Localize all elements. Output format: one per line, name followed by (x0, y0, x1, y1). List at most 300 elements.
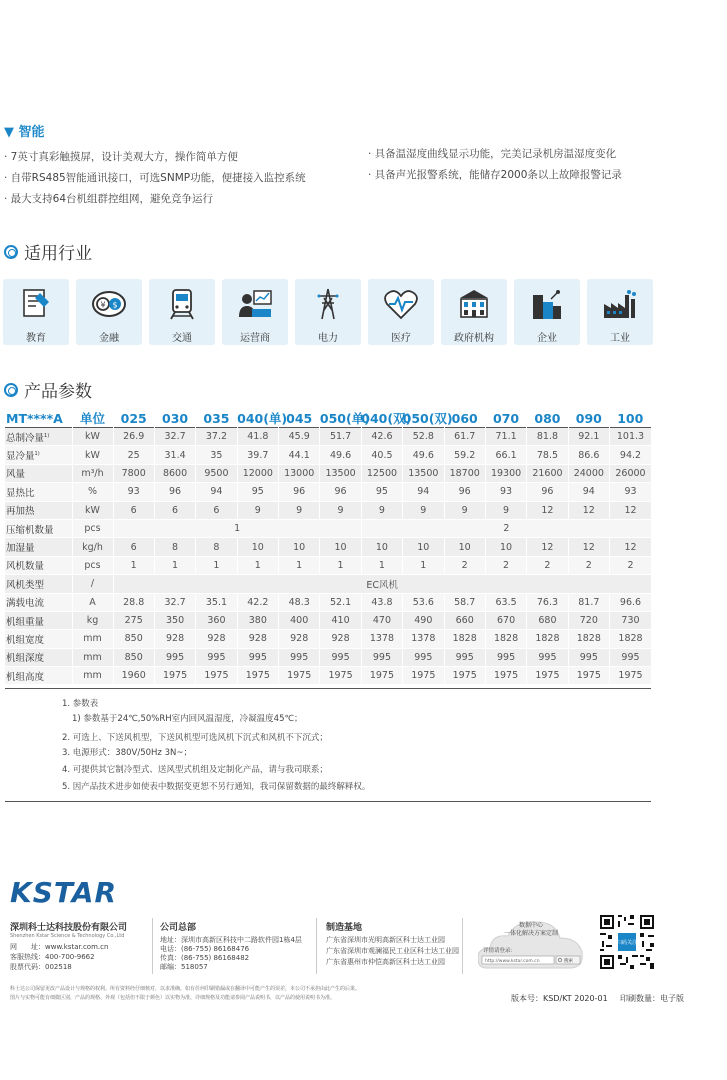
table-cell: 31.4 (154, 446, 195, 464)
table-cell: 94 (196, 483, 237, 501)
table-cell: 37.2 (196, 428, 237, 446)
print-quantity: 印刷数量：电子版 (620, 994, 684, 1003)
table-cell: 42.6 (361, 428, 402, 446)
table-cell: 928 (154, 630, 195, 648)
column-header: 050(双) (402, 411, 453, 426)
industry-tile-medical (368, 279, 434, 345)
table-cell: 61.7 (444, 428, 485, 446)
unit-cell: kg (72, 611, 113, 629)
table-cell: 12500 (361, 464, 402, 482)
table-cell: 1975 (403, 667, 444, 685)
row-label (5, 630, 72, 648)
table-cell: 9 (237, 501, 278, 519)
table-cell: 490 (403, 611, 444, 629)
disclaimer-line: 图片与实物可能有细微区别，产品的规格、外观（包括但不限于颜色）以实物为准。详细规格及功能请参阅产品说明书，以产品的使用说明书为准。 (10, 995, 336, 1001)
table-cell: 1 (237, 556, 278, 574)
enterprise-icon (529, 287, 565, 321)
table-cell: 81.8 (527, 428, 568, 446)
table-cell: 995 (320, 648, 361, 666)
table-cell: 1 (154, 556, 195, 574)
row-label (5, 611, 72, 629)
table-cell: 660 (444, 611, 485, 629)
table-cell: 995 (527, 648, 568, 666)
table-cell: 96 (279, 483, 320, 501)
industry-label: 企业 (537, 333, 557, 344)
row-label-text: 加湿量 (6, 543, 35, 555)
row-label-text: 机组高度 (6, 671, 45, 683)
row-label (5, 556, 72, 574)
table-cell: 8600 (154, 464, 195, 482)
column-header: 090 (575, 410, 602, 426)
unit-cell: kW (72, 428, 113, 446)
note-line: 5. 因产品技术进步如使表中数据变更恕不另行通知，我司保留数据的最终解释权。 (62, 782, 371, 792)
table-cell: 10 (444, 538, 485, 556)
note-line: 1) 参数基于24℃,50%RH室内回风温湿度，冷凝温度45℃； (72, 714, 303, 724)
disclaimer-line: 科士达公司保留更改产品设计与规格的权利。所有资料经仔细核对，以求准确。如有任何印刷错漏或在翻译中可能产生的误差，本公司不承担由此产生的后果。 (10, 986, 361, 992)
table-cell: 10 (320, 538, 361, 556)
table-cell: 49.6 (403, 446, 444, 464)
row-label (5, 483, 72, 501)
column-header: 080 (534, 410, 561, 426)
table-cell: 78.5 (527, 446, 568, 464)
mfg-line: 广东省深圳市光明高新区科士达工业园 (326, 936, 445, 944)
table-cell: 9 (361, 501, 402, 519)
government-icon (456, 287, 492, 321)
footer-divider (152, 918, 153, 974)
circle-bullet-icon (4, 245, 18, 259)
hq-line: 传真：(86-755) 86168482 (160, 954, 250, 962)
header-row (5, 409, 651, 428)
table-cell: 96.6 (610, 593, 652, 611)
table-row (5, 593, 651, 611)
params-table (5, 409, 651, 685)
table-cell: 94.2 (610, 446, 652, 464)
note-line: 1. 参数表 (62, 699, 99, 709)
column-header: 035 (203, 410, 230, 426)
industry-label: 金融 (99, 333, 119, 344)
table-cell: 95 (237, 483, 278, 501)
table-cell: 350 (154, 611, 195, 629)
operator-icon (237, 287, 273, 321)
column-header: 025 (120, 410, 147, 426)
table-cell: 93 (485, 483, 526, 501)
industry-icon (602, 287, 638, 321)
unit-cell: mm (72, 667, 113, 685)
unit-cell: kg/h (72, 538, 113, 556)
row-label (5, 593, 72, 611)
row-label (5, 538, 72, 556)
table-cell: 1975 (237, 667, 278, 685)
table-cell: 9 (403, 501, 444, 519)
table-cell: 2 (610, 556, 652, 574)
table-cell: 380 (237, 611, 278, 629)
mfg-line: 广东省惠州市仲恺高新区科士达工业园 (326, 958, 445, 966)
stock-code: 股票代码：002518 (10, 963, 72, 971)
table-cell: 35.1 (196, 593, 237, 611)
table-cell: 86.6 (568, 446, 609, 464)
industry-label: 工业 (610, 333, 630, 344)
table-cell: 12 (610, 538, 652, 556)
table-cell: 995 (196, 648, 237, 666)
table-cell: 25 (113, 446, 154, 464)
table-cell: 928 (196, 630, 237, 648)
table-cell: 1 (403, 556, 444, 574)
smart-feature: · 7英寸真彩触摸屏，设计美观大方，操作简单方便 (4, 151, 238, 163)
finance-icon (91, 287, 127, 321)
note-line: 4. 可提供其它制冷型式、送风型式机组及定制化产品，请与我司联系； (62, 765, 328, 775)
cloud-search-label: 搜索 (564, 959, 573, 964)
qr-code (598, 913, 656, 971)
industry-tile-operator (222, 279, 288, 345)
table-cell: 81.7 (568, 593, 609, 611)
table-cell: 1 (196, 556, 237, 574)
table-cell: 2 (485, 556, 526, 574)
table-cell: 2 (568, 556, 609, 574)
table-cell: 10 (361, 538, 402, 556)
unit-cell: m³/h (72, 464, 113, 482)
version-number: 版本号：KSD/KT 2020-01 (511, 994, 608, 1003)
column-header: 单位 (79, 411, 105, 426)
table-cell: 44.1 (279, 446, 320, 464)
table-row (5, 464, 651, 482)
table-row (5, 446, 651, 464)
row-label-text: 压缩机数量 (6, 524, 54, 536)
table-cell: 26.9 (113, 428, 154, 446)
column-header: 060 (451, 410, 478, 426)
table-cell: 1 (361, 556, 402, 574)
table-cell: 2 (527, 556, 568, 574)
table-cell: 1828 (444, 630, 485, 648)
table-cell: 93 (610, 483, 652, 501)
table-cell: 66.1 (485, 446, 526, 464)
table-cell: 1975 (527, 667, 568, 685)
table-cell: 39.7 (237, 446, 278, 464)
table-cell: 7800 (113, 464, 154, 482)
table-bottom-rule (5, 688, 651, 689)
table-cell: 6 (113, 501, 154, 519)
table-row (5, 667, 651, 685)
smart-feature: · 具备声光报警系统，能储存2000条以上故障报警记录 (368, 169, 622, 181)
industry-tile-industry (587, 279, 653, 345)
table-cell: 21600 (527, 464, 568, 482)
row-label-text: 总制冷量 (6, 432, 45, 444)
table-cell: 1960 (113, 667, 154, 685)
table-cell: 49.6 (320, 446, 361, 464)
education-icon (18, 287, 54, 321)
industry-label: 运营商 (240, 333, 270, 344)
table-cell: 71.1 (485, 428, 526, 446)
smart-feature: · 具备温湿度曲线显示功能，完美记录机房温湿度变化 (368, 148, 617, 160)
note-line: 2. 可选上、下送风机型，下送风机型可选风机下沉式和风机不下沉式； (62, 733, 328, 743)
table-cell: 9500 (196, 464, 237, 482)
table-cell: 1828 (527, 630, 568, 648)
table-row (5, 538, 651, 556)
industry-label: 交通 (172, 333, 192, 344)
table-cell: 18700 (444, 464, 485, 482)
row-label-text: 机组重量 (6, 616, 45, 628)
table-cell: 995 (568, 648, 609, 666)
table-cell: 1975 (610, 667, 652, 685)
company-name: 深圳科士达科技股份有限公司 (10, 923, 128, 933)
unit-cell: mm (72, 648, 113, 666)
params-heading: 产品参数 (4, 377, 92, 402)
hq-title: 公司总部 (160, 923, 197, 933)
column-header: MT****A (6, 410, 63, 426)
table-cell: 8 (154, 538, 195, 556)
mfg-line: 广东省深圳市观澜福民工业区科士达工业园 (326, 947, 459, 955)
table-row (5, 556, 651, 574)
table-cell: 12000 (237, 464, 278, 482)
table-cell: 995 (610, 648, 652, 666)
table-cell-merged: EC风机 (113, 575, 651, 593)
note-line: 3. 电源形式：380V/50Hz 3N~； (62, 748, 192, 758)
industry-tile-power (295, 279, 361, 345)
table-cell: 58.7 (444, 593, 485, 611)
table-cell-merged: 1 (113, 519, 361, 537)
table-cell: 96 (320, 483, 361, 501)
smart-section-title: ▼ 智能 (4, 125, 45, 140)
table-cell: 1 (320, 556, 361, 574)
row-label (5, 575, 72, 593)
table-cell: 12 (527, 501, 568, 519)
table-cell: 93 (113, 483, 154, 501)
smart-feature: · 最大支持64台机组群控组网，避免竞争运行 (4, 193, 214, 205)
row-label (5, 428, 72, 446)
table-cell: 76.3 (527, 593, 568, 611)
table-row (5, 575, 651, 593)
row-label-text: 机组深度 (6, 653, 45, 665)
table-row (5, 519, 651, 537)
table-cell: 1828 (485, 630, 526, 648)
table-cell: 96 (444, 483, 485, 501)
table-cell: 95 (361, 483, 402, 501)
table-cell: 1975 (485, 667, 526, 685)
cloud-subtitle: 一体化解决方案定制 (503, 930, 559, 937)
table-cell: 6 (113, 538, 154, 556)
table-cell: 51.7 (320, 428, 361, 446)
row-label (5, 648, 72, 666)
unit-cell: % (72, 483, 113, 501)
table-cell: 1378 (361, 630, 402, 648)
column-header: 040(双) (361, 411, 412, 426)
table-cell: 2 (444, 556, 485, 574)
table-cell: 13500 (320, 464, 361, 482)
column-header: 050(单) (319, 411, 370, 426)
row-label (5, 519, 72, 537)
table-cell: 32.7 (154, 428, 195, 446)
website: 网 址：www.kstar.com.cn (10, 943, 109, 951)
column-header: 100 (617, 410, 644, 426)
row-label-text: 机组宽度 (6, 634, 45, 646)
table-row (5, 501, 651, 519)
table-cell: 680 (527, 611, 568, 629)
table-cell: 1975 (279, 667, 320, 685)
table-cell: 1828 (610, 630, 652, 648)
table-cell: 1 (113, 556, 154, 574)
table-cell: 43.8 (361, 593, 402, 611)
table-cell: 995 (154, 648, 195, 666)
footer-divider (316, 918, 317, 974)
hq-line: 地址：深圳市高新区科技中二路软件园1栋4层 (160, 936, 302, 944)
table-cell: 35 (196, 446, 237, 464)
table-cell: 48.3 (279, 593, 320, 611)
table-cell: 26000 (610, 464, 652, 482)
unit-cell: mm (72, 630, 113, 648)
cloud-login-label: 详情请登录： (483, 948, 517, 954)
row-label-text: 风量 (6, 469, 26, 481)
unit-cell: A (72, 593, 113, 611)
table-cell: 995 (444, 648, 485, 666)
company-name-en: Shenzhen Kstar Science & Technology Co.,Ltd (10, 933, 125, 939)
table-cell: 45.9 (279, 428, 320, 446)
power-icon (310, 287, 346, 321)
table-cell: 470 (361, 611, 402, 629)
kstar-logo: KSTAR (10, 876, 118, 909)
industry-tile-government (441, 279, 507, 345)
table-row (5, 611, 651, 629)
footer-divider (462, 918, 463, 974)
table-cell: 1975 (154, 667, 195, 685)
cloud-title: 数据中心 (518, 922, 544, 929)
table-cell: 53.6 (403, 593, 444, 611)
row-label (5, 446, 72, 464)
hq-line: 电话：(86-755) 86168476 (160, 945, 250, 953)
unit-cell: pcs (72, 519, 113, 537)
qr-label: 扫码关注 (616, 940, 638, 947)
footnote-marker: 1) (34, 450, 40, 457)
table-cell: 1975 (444, 667, 485, 685)
table-cell: 720 (568, 611, 609, 629)
table-cell: 10 (279, 538, 320, 556)
row-label-text: 风机类型 (6, 579, 45, 591)
table-cell: 995 (361, 648, 402, 666)
table-cell: 41.8 (237, 428, 278, 446)
table-cell: 63.5 (485, 593, 526, 611)
table-row (5, 428, 651, 446)
table-cell: 9 (279, 501, 320, 519)
table-cell: 28.8 (113, 593, 154, 611)
table-cell: 96 (154, 483, 195, 501)
table-cell: 10 (403, 538, 444, 556)
table-cell: 24000 (568, 464, 609, 482)
table-cell: 19300 (485, 464, 526, 482)
table-cell: 101.3 (610, 428, 652, 446)
hotline: 客服热线：400-700-9662 (10, 953, 95, 961)
table-cell: 995 (485, 648, 526, 666)
table-cell: 13500 (403, 464, 444, 482)
table-cell: 40.5 (361, 446, 402, 464)
table-cell: 730 (610, 611, 652, 629)
unit-cell: / (72, 575, 113, 593)
table-cell: 96 (527, 483, 568, 501)
table-cell: 12 (568, 538, 609, 556)
column-header: 040(单) (237, 411, 288, 426)
table-cell: 670 (485, 611, 526, 629)
table-cell: 42.2 (237, 593, 278, 611)
table-row (5, 630, 651, 648)
row-label (5, 501, 72, 519)
table-cell: 1975 (196, 667, 237, 685)
table-cell: 59.2 (444, 446, 485, 464)
industry-label: 电力 (318, 333, 338, 344)
smart-feature: · 自带RS485智能通讯接口，可选SNMP功能，便捷接入监控系统 (4, 172, 306, 184)
params-table-body (5, 428, 651, 685)
row-label-text: 再加热 (6, 506, 35, 518)
table-cell: 10 (485, 538, 526, 556)
row-label-text: 显冷量 (6, 451, 35, 463)
industries-heading: 适用行业 (4, 239, 92, 264)
table-cell: 928 (237, 630, 278, 648)
cloud-badge (478, 912, 584, 972)
table-cell: 1975 (361, 667, 402, 685)
table-cell: 32.7 (154, 593, 195, 611)
row-label (5, 667, 72, 685)
notes-bottom-rule (5, 801, 651, 802)
industry-tiles (3, 279, 653, 345)
hq-line: 邮编：518057 (160, 963, 208, 971)
industry-label: 政府机构 (454, 333, 494, 344)
row-label-text: 显热比 (6, 487, 35, 499)
table-cell: 1975 (320, 667, 361, 685)
circle-bullet-icon (4, 383, 18, 397)
table-cell: 850 (113, 630, 154, 648)
table-cell: 6 (154, 501, 195, 519)
unit-cell: kW (72, 446, 113, 464)
table-cell: 275 (113, 611, 154, 629)
table-row (5, 648, 651, 666)
medical-icon (383, 287, 419, 321)
industry-tile-enterprise (514, 279, 580, 345)
table-cell: 850 (113, 648, 154, 666)
table-cell: 1828 (568, 630, 609, 648)
unit-cell: kW (72, 501, 113, 519)
industry-tile-finance (76, 279, 142, 345)
table-cell: 94 (403, 483, 444, 501)
row-label-text: 满载电流 (6, 598, 45, 610)
table-row (5, 483, 651, 501)
table-cell: 10 (237, 538, 278, 556)
cloud-url-text: http://www.kstar.com.cn (485, 959, 540, 964)
table-cell: 995 (237, 648, 278, 666)
table-cell: 1 (279, 556, 320, 574)
table-cell: 9 (320, 501, 361, 519)
industry-label: 医疗 (391, 333, 411, 344)
table-cell: 9 (444, 501, 485, 519)
column-header: 070 (493, 410, 520, 426)
table-cell: 92.1 (568, 428, 609, 446)
table-cell: 995 (403, 648, 444, 666)
table-cell: 6 (196, 501, 237, 519)
mfg-title: 制造基地 (326, 923, 363, 933)
table-cell: 52.1 (320, 593, 361, 611)
column-header: 030 (162, 410, 189, 426)
svg-text:$: $ (112, 300, 118, 310)
svg-text:¥: ¥ (100, 300, 106, 310)
transport-icon (164, 287, 200, 321)
table-cell-merged: 2 (361, 519, 651, 537)
table-cell: 12 (527, 538, 568, 556)
table-cell: 360 (196, 611, 237, 629)
table-cell: 410 (320, 611, 361, 629)
column-header: 045 (286, 410, 313, 426)
table-cell: 12 (610, 501, 652, 519)
table-cell: 94 (568, 483, 609, 501)
table-cell: 52.8 (403, 428, 444, 446)
table-cell: 928 (279, 630, 320, 648)
table-cell: 1975 (568, 667, 609, 685)
table-cell: 12 (568, 501, 609, 519)
params-table-header (5, 409, 651, 428)
